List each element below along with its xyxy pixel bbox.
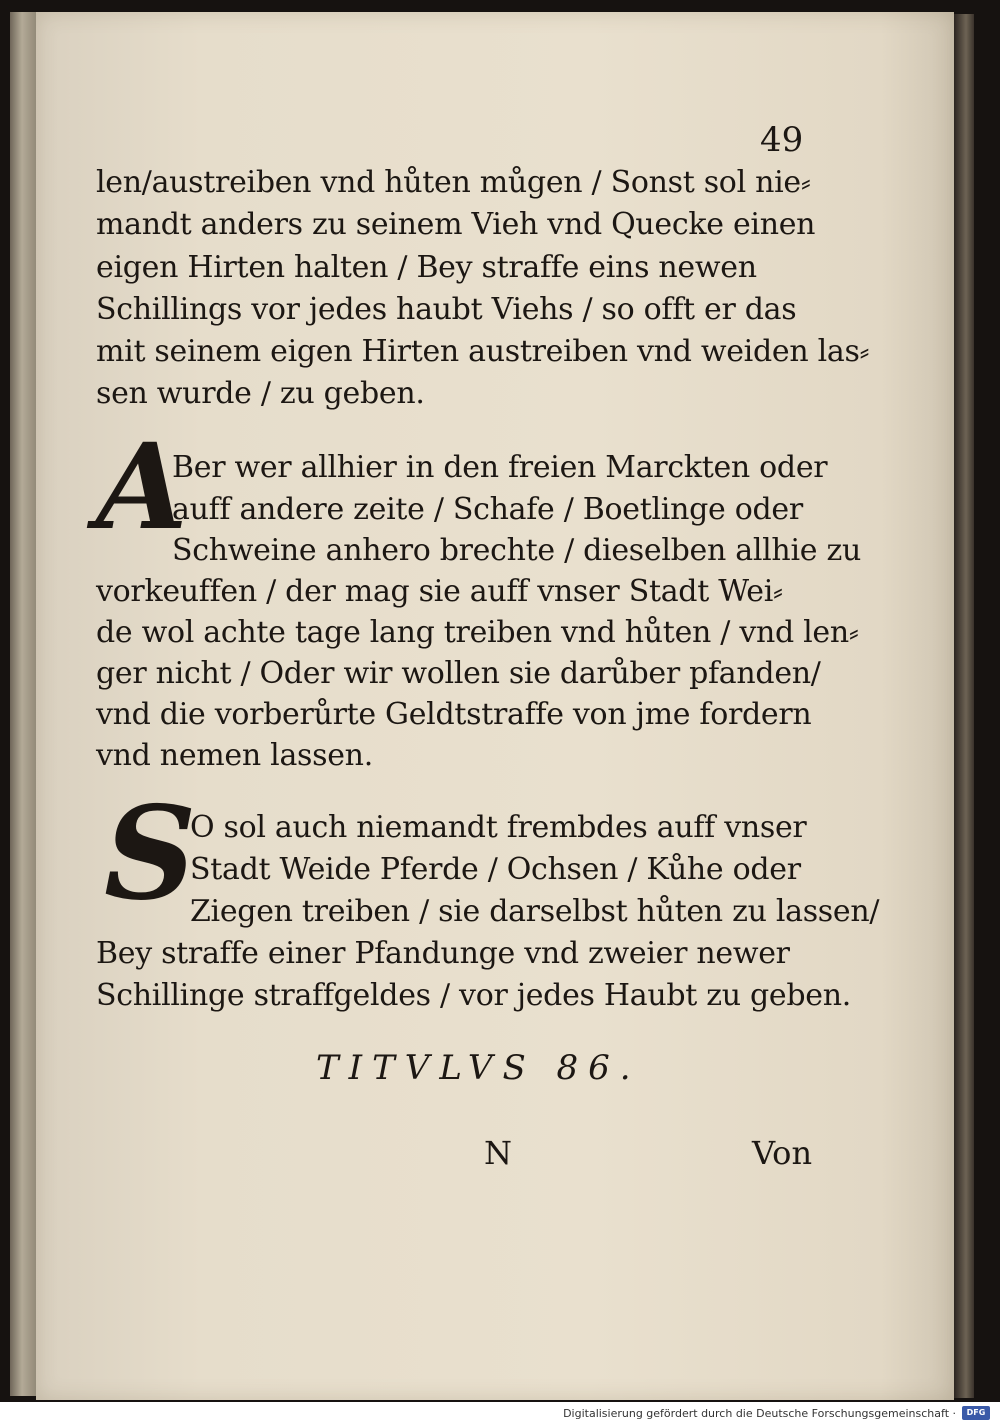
text-line: auff andere zeite / Schafe / Boetlinge oder: [172, 492, 803, 527]
page-number: 49: [760, 120, 804, 160]
text-line: Schweine anhero brechte / dieselben allhie zu: [172, 533, 861, 568]
text-line: mandt anders zu seinem Vieh vnd Quecke einen: [96, 207, 816, 242]
decorated-initial-a: A: [96, 417, 188, 556]
text-line: eigen Hirten halten / Bey straffe eins newen: [96, 250, 757, 285]
text-line: mit seinem eigen Hirten austreiben vnd weiden las⸗: [96, 334, 870, 369]
text-line: Ziegen treiben / sie darselbst hůten zu lassen/: [190, 894, 880, 929]
text-line: Stadt Weide Pferde / Ochsen / Kůhe oder: [190, 852, 801, 887]
text-line: sen wurde / zu geben.: [96, 376, 425, 411]
text-line: len/austreiben vnd hůten můgen / Sonst sol nie⸗: [96, 165, 811, 200]
text-line: Schillings vor jedes haubt Viehs / so offt er das: [96, 292, 797, 327]
text-line: Bey straffe einer Pfandunge vnd zweier newer: [96, 936, 790, 971]
page-fore-edge: [954, 14, 974, 1398]
text-line: vnd die vorberůrte Geldtstraffe von jme fordern: [96, 697, 812, 732]
text-line: Ber wer allhier in den freien Marckten oder: [172, 450, 828, 485]
text-line: vorkeuffen / der mag sie auff vnser Stadt Wei⸗: [96, 574, 783, 609]
text-line: vnd nemen lassen.: [96, 738, 373, 773]
footer-credit-text: Digitalisierung gefördert durch die Deutsche Forschungsgemeinschaft ·: [563, 1407, 956, 1420]
text-line: Schillinge straffgeldes / vor jedes Haubt zu geben.: [96, 978, 851, 1013]
text-line: ger nicht / Oder wir wollen sie darůber pfanden/: [96, 656, 821, 691]
signature-mark: N: [484, 1134, 512, 1172]
section-title: TITVLVS 86.: [316, 1048, 641, 1088]
catchword: Von: [752, 1134, 813, 1172]
text-line: O sol auch niemandt frembdes auff vnser: [190, 810, 807, 845]
text-line: de wol achte tage lang treiben vnd hůten / vnd len⸗: [96, 615, 859, 650]
dfg-logo-icon: DFG: [962, 1406, 990, 1420]
decorated-initial-s: S: [104, 779, 197, 929]
